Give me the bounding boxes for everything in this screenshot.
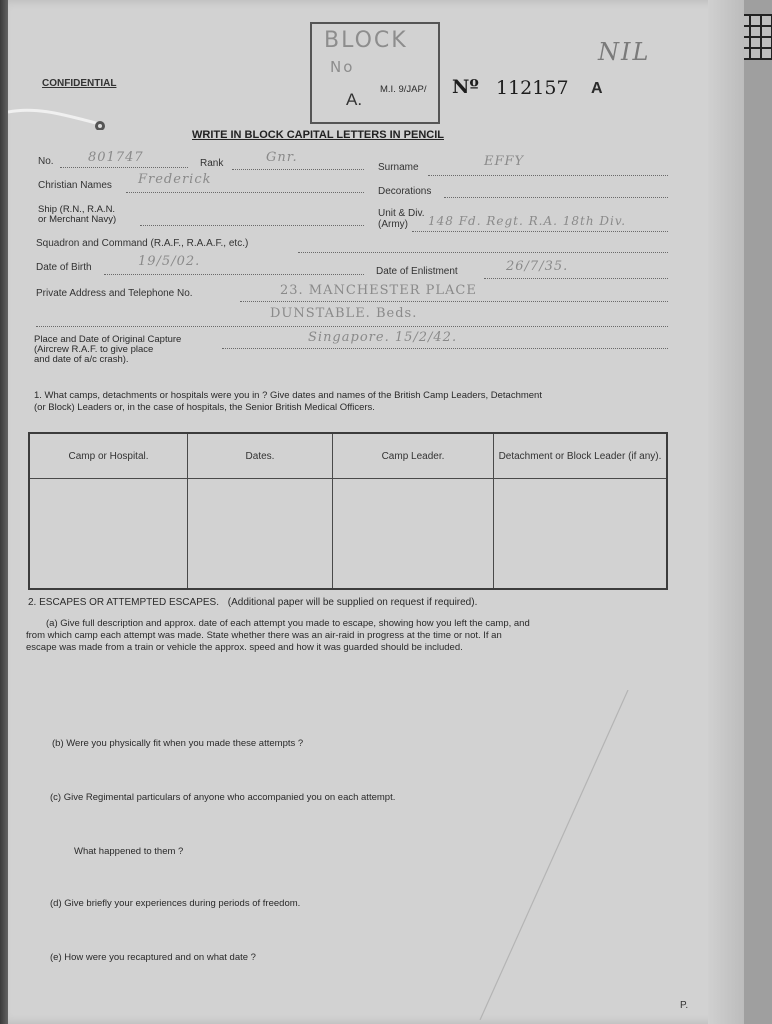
page-marker: P. (680, 1000, 689, 1011)
address-value-line1: 23. MANCHESTER PLACE (280, 283, 477, 298)
form-suffix: A (591, 80, 603, 97)
squadron-label: Squadron and Command (R.A.F., R.A.A.F., etc.) (36, 238, 249, 249)
christian-names-label: Christian Names (38, 180, 112, 191)
surname-label: Surname (378, 162, 419, 173)
q2a-line2: from which camp each attempt was made. State whether there was an air-raid in progress at the time or not. If an (26, 630, 502, 641)
q2b-text: (b) Were you physically fit when you made these attempts ? (52, 738, 304, 749)
underlying-sheet-shadow (740, 0, 772, 1024)
rank-value: Gnr. (266, 150, 298, 165)
q2c-text: (c) Give Regimental particulars of anyone who accompanied you on each attempt. (50, 792, 396, 803)
col-dates: Dates. (188, 433, 333, 479)
camps-table (28, 432, 668, 590)
block-stamp (310, 22, 440, 124)
stamp-block-text: BLOCK (324, 28, 408, 53)
ship-label-1: Ship (R.N., R.A.N. (38, 204, 116, 215)
nil-annotation: NIL (598, 38, 651, 66)
table-row (29, 479, 667, 590)
unit-label-1: Unit & Div. (378, 208, 425, 219)
col-detachment-leader: Detachment or Block Leader (if any). (494, 433, 668, 479)
enlistment-label: Date of Enlistment (376, 266, 458, 277)
stamp-block-letter: A. (346, 90, 363, 109)
form-page (8, 0, 736, 1024)
stamp-no-text: No (330, 58, 355, 76)
dob-value: 19/5/02. (138, 254, 201, 269)
table-cell (333, 479, 494, 590)
paper-crease (478, 690, 638, 1020)
rank-label: Rank (200, 158, 224, 169)
address-value-line2: DUNSTABLE. Beds. (270, 306, 418, 321)
dob-label: Date of Birth (36, 262, 92, 273)
q2-title (28, 597, 477, 608)
christian-names-value: Frederick (138, 172, 212, 187)
table-cell (188, 479, 333, 590)
page-fold (708, 0, 744, 1024)
col-camp-leader: Camp Leader. (333, 433, 494, 479)
form-instruction: WRITE IN BLOCK CAPITAL LETTERS IN PENCIL (192, 129, 444, 141)
q2d-text: (d) Give briefly your experiences during periods of freedom. (50, 898, 301, 909)
unit-value: 148 Fd. Regt. R.A. 18th Div. (428, 214, 627, 228)
table-cell (29, 479, 188, 590)
decorations-label: Decorations (378, 186, 432, 197)
service-number-value: 801747 (88, 150, 144, 165)
table-cell (494, 479, 668, 590)
enlistment-value: 26/7/35. (506, 259, 569, 274)
address-label: Private Address and Telephone No. (36, 288, 193, 299)
q2a-line1: (a) Give full description and approx. date of each attempt you made to escape, showing how you left the camp, and (46, 618, 530, 629)
reference-code: M.I. 9/JAP/ (380, 84, 427, 95)
capture-label-2: (Aircrew R.A.F. to give place (34, 344, 154, 355)
q2c-follow-text: What happened to them ? (74, 846, 184, 857)
q2-note: (Additional paper will be supplied on request if required). (227, 597, 478, 608)
form-number: 112157 (496, 77, 569, 99)
q1-text-line1: 1. What camps, detachments or hospitals were you in ? Give dates and names of the British Camp Leaders, Detachment (34, 390, 542, 401)
capture-label-1: Place and Date of Original Capture (34, 334, 182, 345)
unit-label-2: (Army) (378, 219, 408, 230)
surname-value: EFFY (484, 154, 525, 169)
ship-label-2: or Merchant Navy) (38, 214, 117, 225)
q2a-line3: escape was made from a train or vehicle the approx. speed and how it was guarded should be included. (26, 642, 463, 653)
q1-text-line2: (or Block) Leaders or, in the case of hospitals, the Senior British Medical Officers. (34, 402, 375, 413)
tag-string (8, 100, 112, 130)
no-label: No. (38, 156, 54, 167)
col-camp-or-hospital: Camp or Hospital. (29, 433, 188, 479)
confidential-label: CONFIDENTIAL (42, 78, 117, 89)
camps-table-header (29, 433, 667, 479)
q2e-text: (e) How were you recaptured and on what date ? (50, 952, 256, 963)
capture-label-3: and date of a/c crash). (34, 354, 129, 365)
capture-value: Singapore. 15/2/42. (308, 330, 458, 345)
number-prefix: Nº (452, 76, 479, 98)
q2-heading: 2. ESCAPES OR ATTEMPTED ESCAPES. (28, 597, 219, 608)
